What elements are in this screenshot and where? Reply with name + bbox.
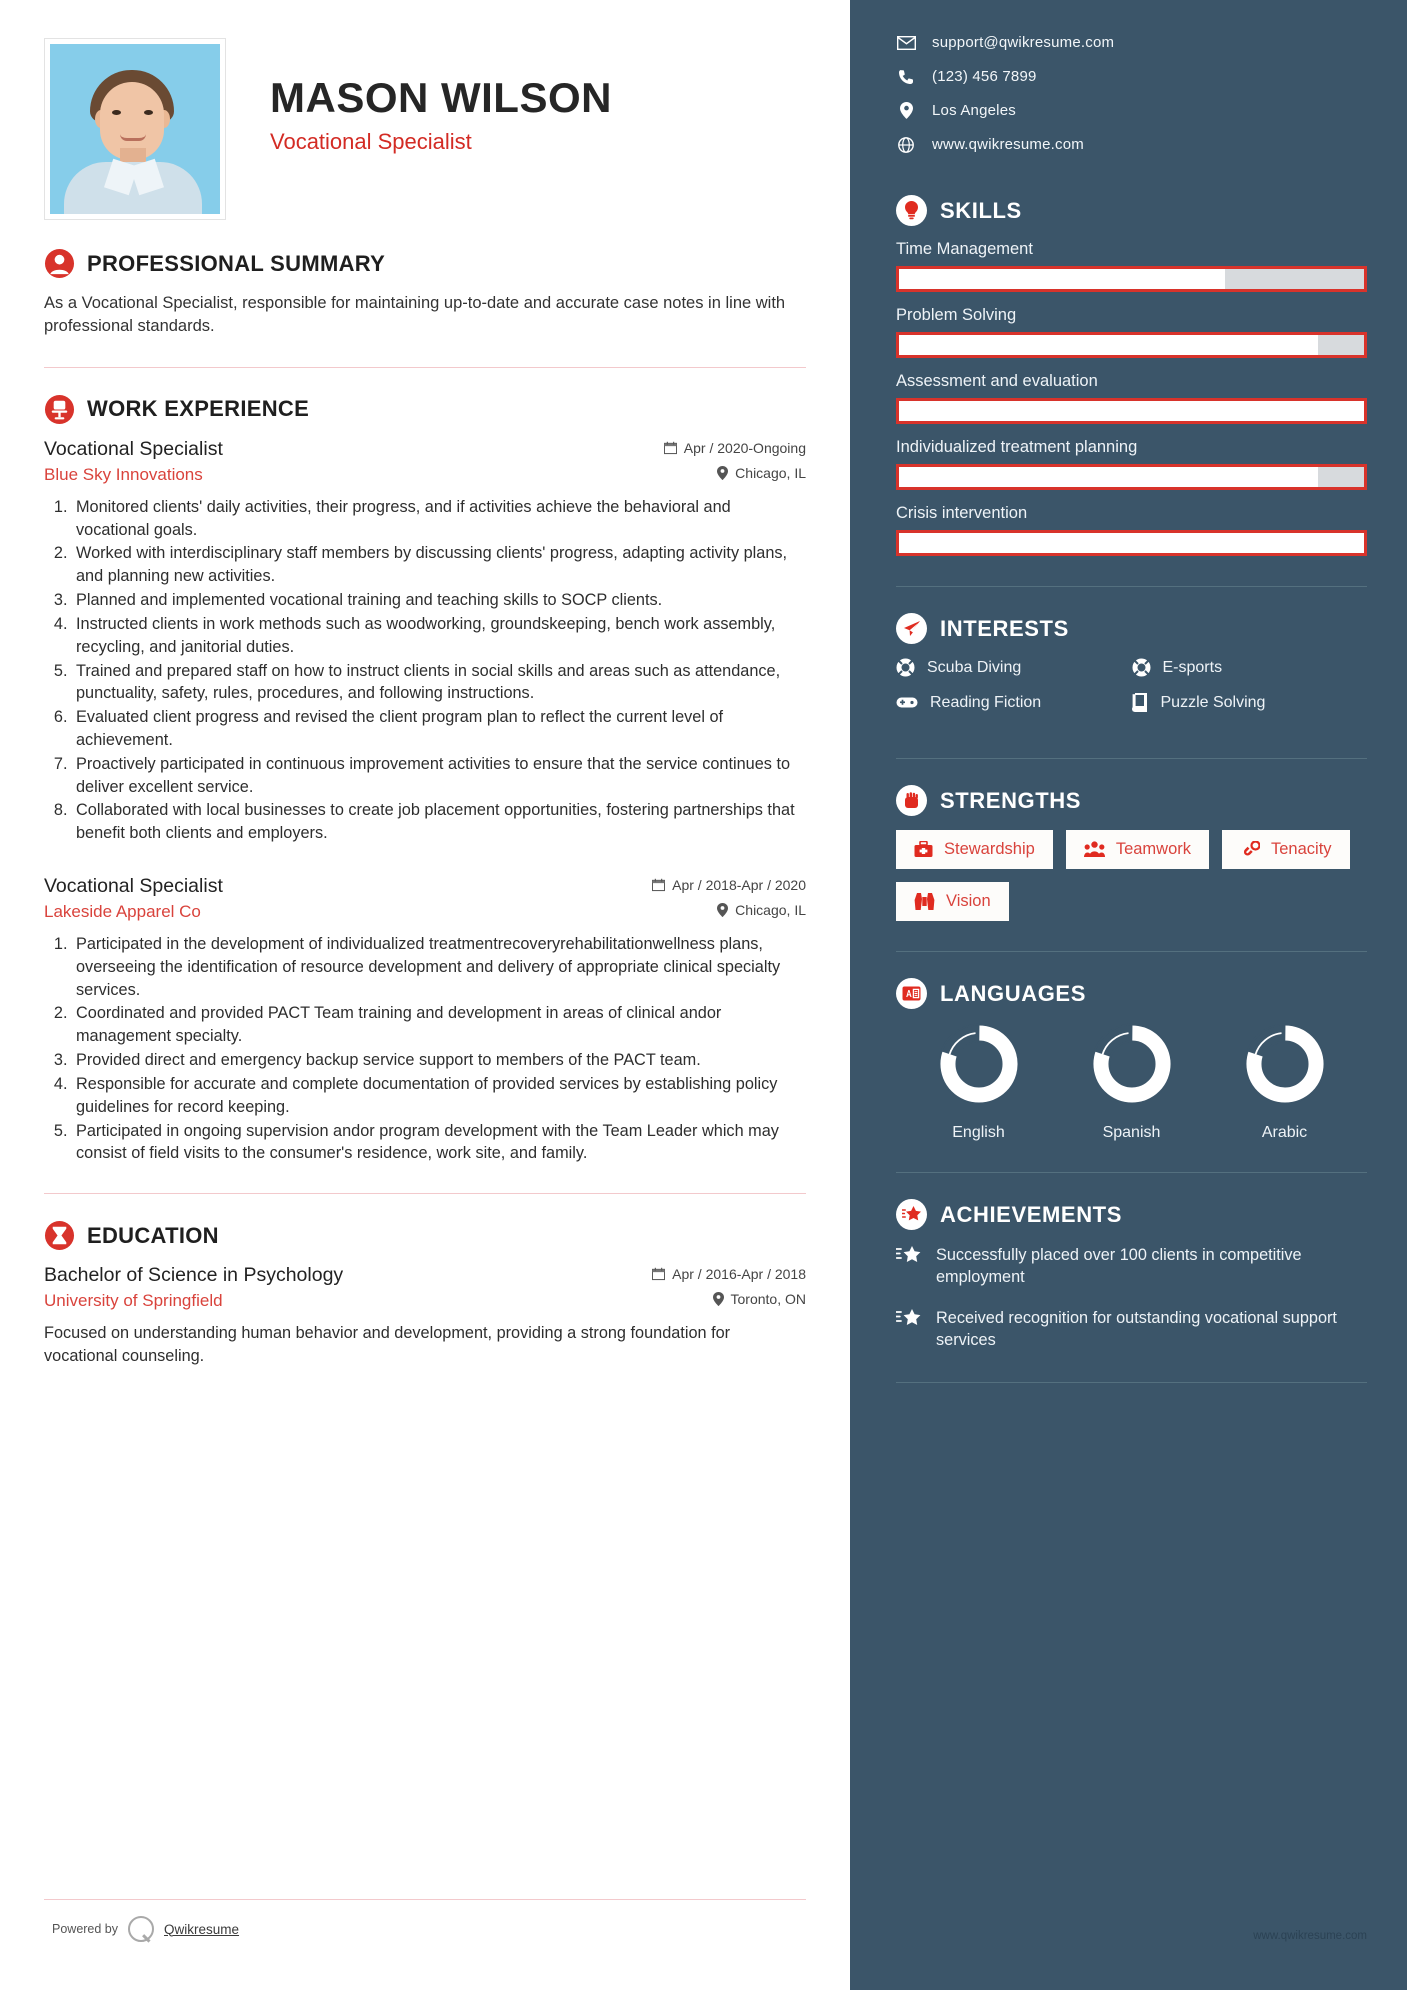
- interest-item: [1132, 658, 1368, 677]
- skill-label: Time Management: [896, 240, 1033, 258]
- skill-bar: [896, 530, 1367, 556]
- location-pin-icon: [717, 466, 728, 480]
- list-item: 3. Planned and implemented vocational training and teaching skills to SOCP clients.: [72, 589, 806, 612]
- binoculars-icon: [914, 893, 935, 911]
- section-work-experience: [44, 394, 806, 1165]
- list-item: 4. Responsible for accurate and complete documentation of provided services by establishing policy guidelines for record keeping.: [72, 1073, 806, 1119]
- page-title: MASON WILSON: [270, 74, 612, 121]
- gamepad-icon: [896, 695, 918, 710]
- skill-fill: [899, 401, 1364, 421]
- language-donut-chart: [1244, 1023, 1326, 1105]
- skill-label: Problem Solving: [896, 306, 1017, 324]
- calendar-icon: [652, 1267, 665, 1281]
- work-entry: [44, 438, 806, 845]
- interest-label: Puzzle Solving: [1160, 693, 1266, 711]
- section-skills: [896, 195, 1367, 556]
- footer: [44, 1899, 806, 1942]
- skill-item: [896, 240, 1367, 292]
- job-bullets: [72, 496, 806, 845]
- toolbox-icon: [914, 841, 933, 858]
- skill-label: Crisis intervention: [896, 504, 1028, 522]
- photo-frame: [44, 38, 226, 220]
- contact-value: Los Angeles: [932, 102, 1016, 119]
- contact-list: [896, 34, 1367, 153]
- language-item: [938, 1023, 1020, 1142]
- book-icon: [1132, 693, 1149, 712]
- job-location: [717, 902, 806, 918]
- calendar-icon: [664, 441, 677, 455]
- education-date: [652, 1266, 806, 1282]
- section-professional-summary: [44, 248, 806, 339]
- desk-chair-icon: [44, 394, 75, 425]
- calendar-icon: [652, 878, 665, 892]
- shooting-star-icon: [896, 1307, 922, 1329]
- degree-title: Bachelor of Science in Psychology: [44, 1264, 344, 1287]
- name-block: [226, 38, 612, 155]
- section-interests: [896, 613, 1367, 728]
- powered-by-label: Powered by: [52, 1922, 119, 1936]
- location-pin-icon: [896, 102, 916, 119]
- job-title: Vocational Specialist: [44, 875, 223, 898]
- sidebar: [850, 0, 1407, 1990]
- avatar: [50, 44, 220, 214]
- resume-header: [44, 38, 806, 220]
- divider: [896, 586, 1367, 587]
- translate-icon: [896, 978, 927, 1009]
- education-description: Focused on understanding human behavior and development, providing a strong foundation for vocational counseling.: [44, 1324, 731, 1366]
- language-donut-chart: [1091, 1023, 1173, 1105]
- contact-phone[interactable]: [896, 68, 1367, 85]
- section-languages: [896, 978, 1367, 1142]
- skill-fill: [899, 269, 1225, 289]
- strengths-chips: [896, 830, 1367, 921]
- work-entry: [44, 875, 806, 1165]
- list-item: 4. Instructed clients in work methods such as woodworking, groundskeeping, bench work assembly, recycling, and janitorial duties.: [72, 613, 806, 659]
- strength-chip: [896, 830, 1053, 869]
- contact-value: www.qwikresume.com: [932, 136, 1084, 153]
- divider: [896, 951, 1367, 952]
- skill-bar: [896, 398, 1367, 424]
- job-location-text: Chicago, IL: [735, 464, 806, 481]
- divider: [896, 1382, 1367, 1383]
- divider: [44, 1193, 806, 1194]
- section-achievements: [896, 1199, 1367, 1352]
- list-item: 3. Provided direct and emergency backup service support to members of the PACT team.: [72, 1049, 806, 1072]
- language-label: Spanish: [1102, 1124, 1161, 1141]
- skill-item: [896, 438, 1367, 490]
- section-education: [44, 1220, 806, 1368]
- section-title: WORK EXPERIENCE: [87, 396, 310, 422]
- education-entry: [44, 1264, 806, 1368]
- section-header: [896, 195, 1367, 226]
- skill-bar: [896, 464, 1367, 490]
- section-strengths: [896, 785, 1367, 921]
- list-item: 8. Collaborated with local businesses to create job placement opportunities, fostering partnerships that benefit both clients and employers.: [72, 799, 806, 845]
- list-item: 1. Monitored clients' daily activities, their progress, and if activities achieve the behavioral and vocational goals.: [72, 496, 806, 542]
- interest-item: [896, 658, 1132, 677]
- user-circle-icon: [44, 248, 75, 279]
- job-date: [664, 440, 806, 456]
- section-header: [896, 613, 1367, 644]
- list-item: 2. Coordinated and provided PACT Team training and development in areas of clinical andor management specialty.: [72, 1002, 806, 1048]
- skill-label: Individualized treatment planning: [896, 438, 1138, 456]
- job-bullets: [72, 933, 806, 1165]
- education-location: [713, 1291, 806, 1307]
- divider: [896, 758, 1367, 759]
- school-name: University of Springfield: [44, 1291, 223, 1311]
- job-location: [717, 465, 806, 481]
- achievement-text: Successfully placed over 100 clients in competitive employment: [936, 1246, 1302, 1287]
- section-title: LANGUAGES: [940, 980, 1086, 1006]
- list-item: 5. Participated in ongoing supervision andor program development with the Team Leader which may consist of field visits to the consumer's residence, work site, and family.: [72, 1120, 806, 1166]
- language-donut-chart: [938, 1023, 1020, 1105]
- lightbulb-icon: [896, 195, 927, 226]
- strength-label: Vision: [946, 892, 991, 910]
- interest-item: [896, 693, 1132, 712]
- language-label: Arabic: [1261, 1124, 1308, 1141]
- skill-label: Assessment and evaluation: [896, 372, 1098, 390]
- contact-value: support@qwikresume.com: [932, 34, 1115, 51]
- contact-email[interactable]: [896, 34, 1367, 51]
- language-label: English: [952, 1124, 1005, 1141]
- job-date-text: Apr / 2018-Apr / 2020: [672, 877, 806, 894]
- strength-chip: [1222, 830, 1350, 869]
- section-title: EDUCATION: [87, 1222, 219, 1248]
- section-title: ACHIEVEMENTS: [940, 1201, 1122, 1227]
- shooting-star-icon: [896, 1244, 922, 1266]
- section-header: [896, 978, 1367, 1009]
- divider: [896, 1172, 1367, 1173]
- strength-chip: [896, 882, 1009, 921]
- interests-grid: [896, 658, 1367, 728]
- contact-location: [896, 102, 1367, 119]
- job-company: Lakeside Apparel Co: [44, 902, 201, 922]
- section-header: [896, 1199, 1367, 1230]
- qwikresume-logo-icon: [128, 1916, 154, 1942]
- graduation-hourglass-icon: [44, 1220, 75, 1251]
- list-item: 2. Worked with interdisciplinary staff members by discussing clients' progress, adapting activity plans, and planning new activities.: [72, 542, 806, 588]
- language-item: [1244, 1023, 1326, 1142]
- interest-item: [1132, 693, 1368, 712]
- skill-fill: [899, 533, 1364, 553]
- language-charts: [896, 1023, 1367, 1142]
- globe-icon: [896, 137, 916, 153]
- section-header: [896, 785, 1367, 816]
- job-date-text: Apr / 2020-Ongoing: [683, 439, 806, 456]
- skill-item: [896, 306, 1367, 358]
- education-date-text: Apr / 2016-Apr / 2018: [672, 1266, 806, 1283]
- list-item: 5. Trained and prepared staff on how to instruct clients in social skills and areas such as attendance, punctuality, safety, rules, procedures, and following instructions.: [72, 660, 806, 706]
- section-title: INTERESTS: [940, 615, 1069, 641]
- skill-bar: [896, 266, 1367, 292]
- skill-item: [896, 504, 1367, 556]
- job-location-text: Chicago, IL: [735, 902, 806, 919]
- strength-label: Tenacity: [1271, 840, 1332, 858]
- star-badge-icon: [896, 1199, 927, 1230]
- skill-bar: [896, 332, 1367, 358]
- people-group-icon: [1084, 841, 1105, 858]
- skill-fill: [899, 467, 1318, 487]
- divider: [44, 367, 806, 368]
- contact-value: (123) 456 7899: [932, 68, 1037, 85]
- education-location-text: Toronto, ON: [730, 1291, 806, 1308]
- fist-icon: [896, 785, 927, 816]
- interest-label: Scuba Diving: [927, 658, 1022, 676]
- section-header: [44, 1220, 806, 1251]
- achievement-text: Received recognition for outstanding vocational support services: [936, 1308, 1337, 1350]
- strength-chip: [1066, 830, 1209, 869]
- section-header: [44, 248, 806, 279]
- paper-plane-icon: [896, 613, 927, 644]
- interest-label: E-sports: [1162, 658, 1223, 676]
- achievement-item: [896, 1244, 1367, 1289]
- list-item: 1. Participated in the development of individualized treatmentrecoveryrehabilitationwellness plans, overseeing the identification of resource development and delivery of appropriate clinical specialty services.: [72, 933, 806, 1001]
- language-item: [1091, 1023, 1173, 1142]
- strength-label: Teamwork: [1115, 840, 1191, 858]
- strength-label: Stewardship: [944, 840, 1035, 858]
- section-header: [44, 394, 806, 425]
- section-title: SKILLS: [940, 197, 1022, 223]
- achievement-item: [896, 1307, 1367, 1352]
- job-role-subtitle: Vocational Specialist: [270, 129, 472, 155]
- list-item: 7. Proactively participated in continuous improvement activities to ensure that the service continues to deliver excellent service.: [72, 753, 806, 799]
- job-date: [652, 877, 806, 893]
- job-company: Blue Sky Innovations: [44, 464, 203, 484]
- location-pin-icon: [717, 903, 728, 917]
- lifebuoy-icon: [1132, 658, 1151, 677]
- skill-item: [896, 372, 1367, 424]
- job-title: Vocational Specialist: [44, 437, 223, 460]
- lifebuoy-icon: [896, 658, 915, 677]
- location-pin-icon: [713, 1292, 724, 1306]
- section-title: PROFESSIONAL SUMMARY: [87, 250, 386, 276]
- skill-fill: [899, 335, 1318, 355]
- interest-label: Reading Fiction: [930, 693, 1042, 711]
- chain-link-icon: [1240, 841, 1260, 859]
- sidebar-footer-url: www.qwikresume.com: [1253, 1930, 1367, 1942]
- summary-text: As a Vocational Specialist, responsible for maintaining up-to-date and accurate case notes in line with professional standards.: [44, 294, 786, 336]
- section-title: STRENGTHS: [940, 787, 1082, 813]
- email-icon: [896, 36, 916, 50]
- phone-icon: [896, 69, 916, 85]
- brand-link[interactable]: Qwikresume: [164, 1921, 240, 1937]
- list-item: 6. Evaluated client progress and revised the client program plan to reflect the current level of achievement.: [72, 706, 806, 752]
- contact-website[interactable]: [896, 136, 1367, 153]
- divider: [44, 1899, 806, 1900]
